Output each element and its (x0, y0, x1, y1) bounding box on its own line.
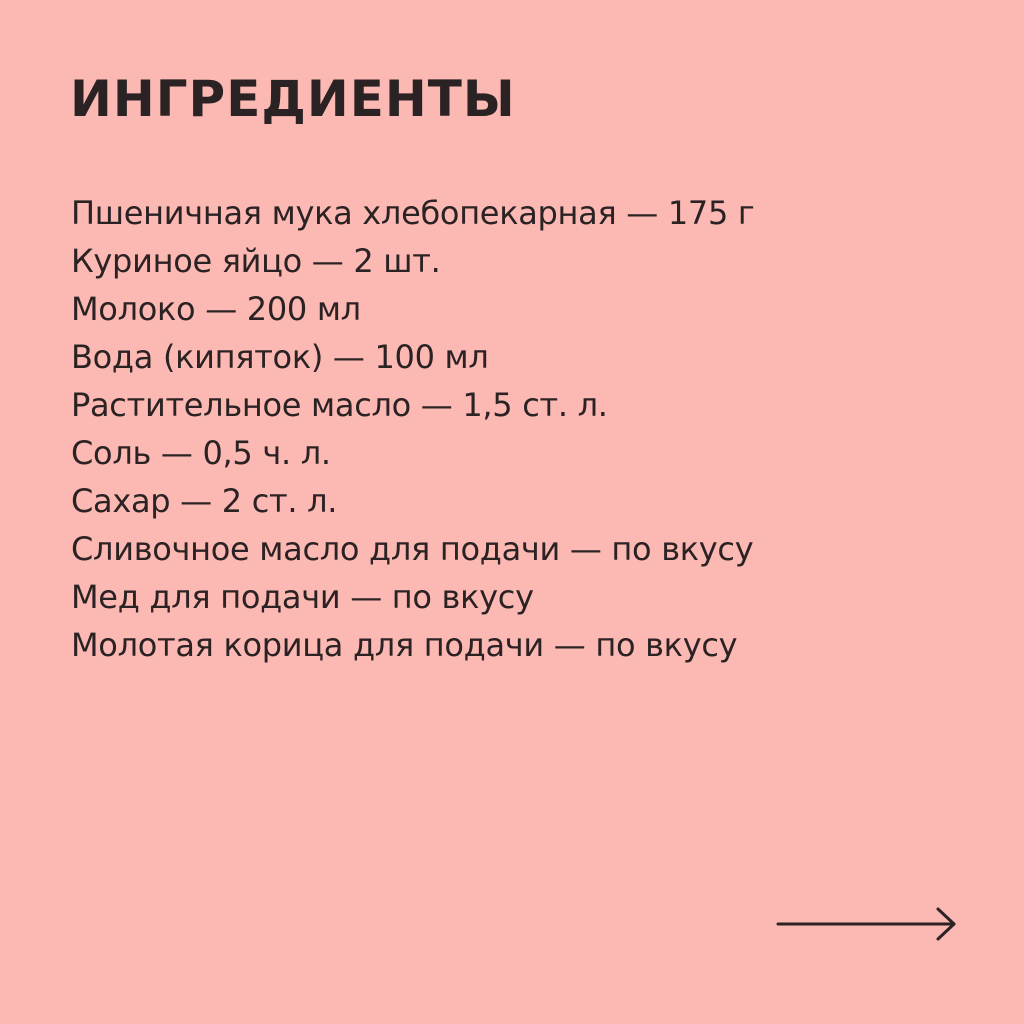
ingredient-item: Растительное масло — 1,5 ст. л. (71, 386, 608, 424)
page-title: ИНГРЕДИЕНТЫ (70, 70, 516, 128)
ingredient-item: Пшеничная мука хлебопекарная — 175 г (71, 194, 755, 232)
arrow-right-icon (776, 906, 960, 942)
ingredient-item: Сливочное масло для подачи — по вкусу (71, 530, 754, 568)
ingredient-item: Сахар — 2 ст. л. (71, 482, 338, 520)
ingredient-item: Соль — 0,5 ч. л. (71, 434, 331, 472)
ingredient-item: Молотая корица для подачи — по вкусу (71, 626, 738, 664)
ingredients-list (71, 189, 754, 669)
ingredient-item: Молоко — 200 мл (71, 290, 361, 328)
ingredient-item: Мед для подачи — по вкусу (71, 578, 534, 616)
ingredient-item: Куриное яйцо — 2 шт. (71, 242, 441, 280)
next-slide-button[interactable] (776, 906, 960, 942)
ingredient-item: Вода (кипяток) — 100 мл (71, 338, 489, 376)
